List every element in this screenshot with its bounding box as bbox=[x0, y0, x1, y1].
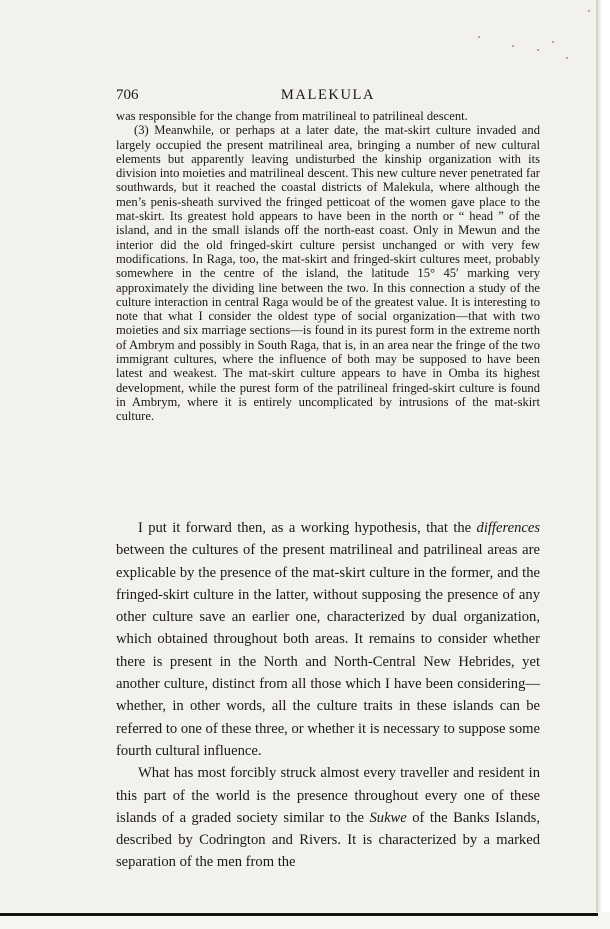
scan-bottom-border bbox=[0, 913, 598, 916]
page-right-edge bbox=[596, 0, 610, 929]
scan-speckle bbox=[537, 49, 539, 51]
graded-society-text-start: What has most forcibly struck almost every traveller and resident in this part of the world is the presence throughout every one of these islands of a graded society similar to the bbox=[116, 765, 540, 826]
graded-society-paragraph bbox=[116, 762, 540, 873]
hypothesis-text-end: between the cultures of the present matrilineal and patrilineal areas are explicable by the presence of the mat-skirt culture in the former, and the fringed-skirt culture in the latter, without supposing the presence of any other culture save an earlier one, characterized by dual organization, which obtained throughout both areas. It remains to consider whether there is present in the North and North-Central New Hebrides, yet another culture, distinct from all those which I have been considering—whether, in other words, all the culture traits in these islands can be referred to one of these three, or whether it is necessary to suppose some fourth cultural influence. bbox=[116, 542, 540, 759]
hypothesis-text-start: I put it forward then, as a working hypothesis, that the bbox=[138, 520, 472, 536]
scan-speckle bbox=[512, 45, 514, 47]
page-number: 706 bbox=[116, 87, 139, 103]
extract-block bbox=[116, 109, 540, 424]
scan-speckle bbox=[566, 57, 568, 59]
scan-speckle bbox=[588, 10, 590, 12]
carryover-paragraph: was responsible for the change from matrilineal to patrilineal descent. bbox=[116, 109, 468, 123]
page-title: MALEKULA bbox=[280, 87, 376, 103]
graded-society-text-end: of the Banks Islands, described by Codrington and Rivers. It is characterized by a marked separation of the men from the bbox=[116, 809, 541, 871]
scan-speckle bbox=[552, 41, 554, 43]
hypothesis-paragraph bbox=[116, 517, 540, 762]
italic-sukwe: Sukwe bbox=[369, 809, 407, 826]
body-text bbox=[116, 517, 540, 874]
scan-speckle bbox=[478, 36, 480, 38]
italic-differences: differences bbox=[476, 520, 540, 536]
running-head bbox=[116, 87, 540, 107]
point-3-paragraph: (3) Meanwhile, or perhaps at a later date, the mat-skirt culture invaded and largely occupied the present matrilineal area, bringing a number of new cultural elements but apparently leaving undisturbed the kinship organization with its division into moieties and matrilineal descent. This new culture never penetrated far southwards, but it reached the coastal districts of Malekula, where although the men’s penis-sheath survived the fringed petticoat of the women gave place to the mat-skirt. Its greatest hold appears to have been in the north or “ head ” of the island, and in the small islands off the north-east coast. Only in Mewun and the interior did the old fringed-skirt culture persist unchanged or with very few modifications. In Raga, too, the mat-skirt and fringed-skirt cultures meet, probably somewhere in the centre of the island, the latitude 15° 45′ marking very approximately the dividing line between the two. In this connection a study of the culture interaction in central Raga would be of the greatest value. It is interesting to note that what I consider the oldest type of social organization—that with two moieties and six marriage sections—is found in its purest form in the extreme north of Ambrym and possibly in South Raga, that is, in an area near the fringe of the two immigrant cultures, where the influence of both may be supposed to have been latest and weakest. The mat-skirt culture appears to have in Omba its highest development, while the purest form of the patrilineal fringed-skirt culture is found in Ambrym, where it is entirely uncomplicated by intrusions of the mat-skirt culture. bbox=[116, 123, 540, 424]
